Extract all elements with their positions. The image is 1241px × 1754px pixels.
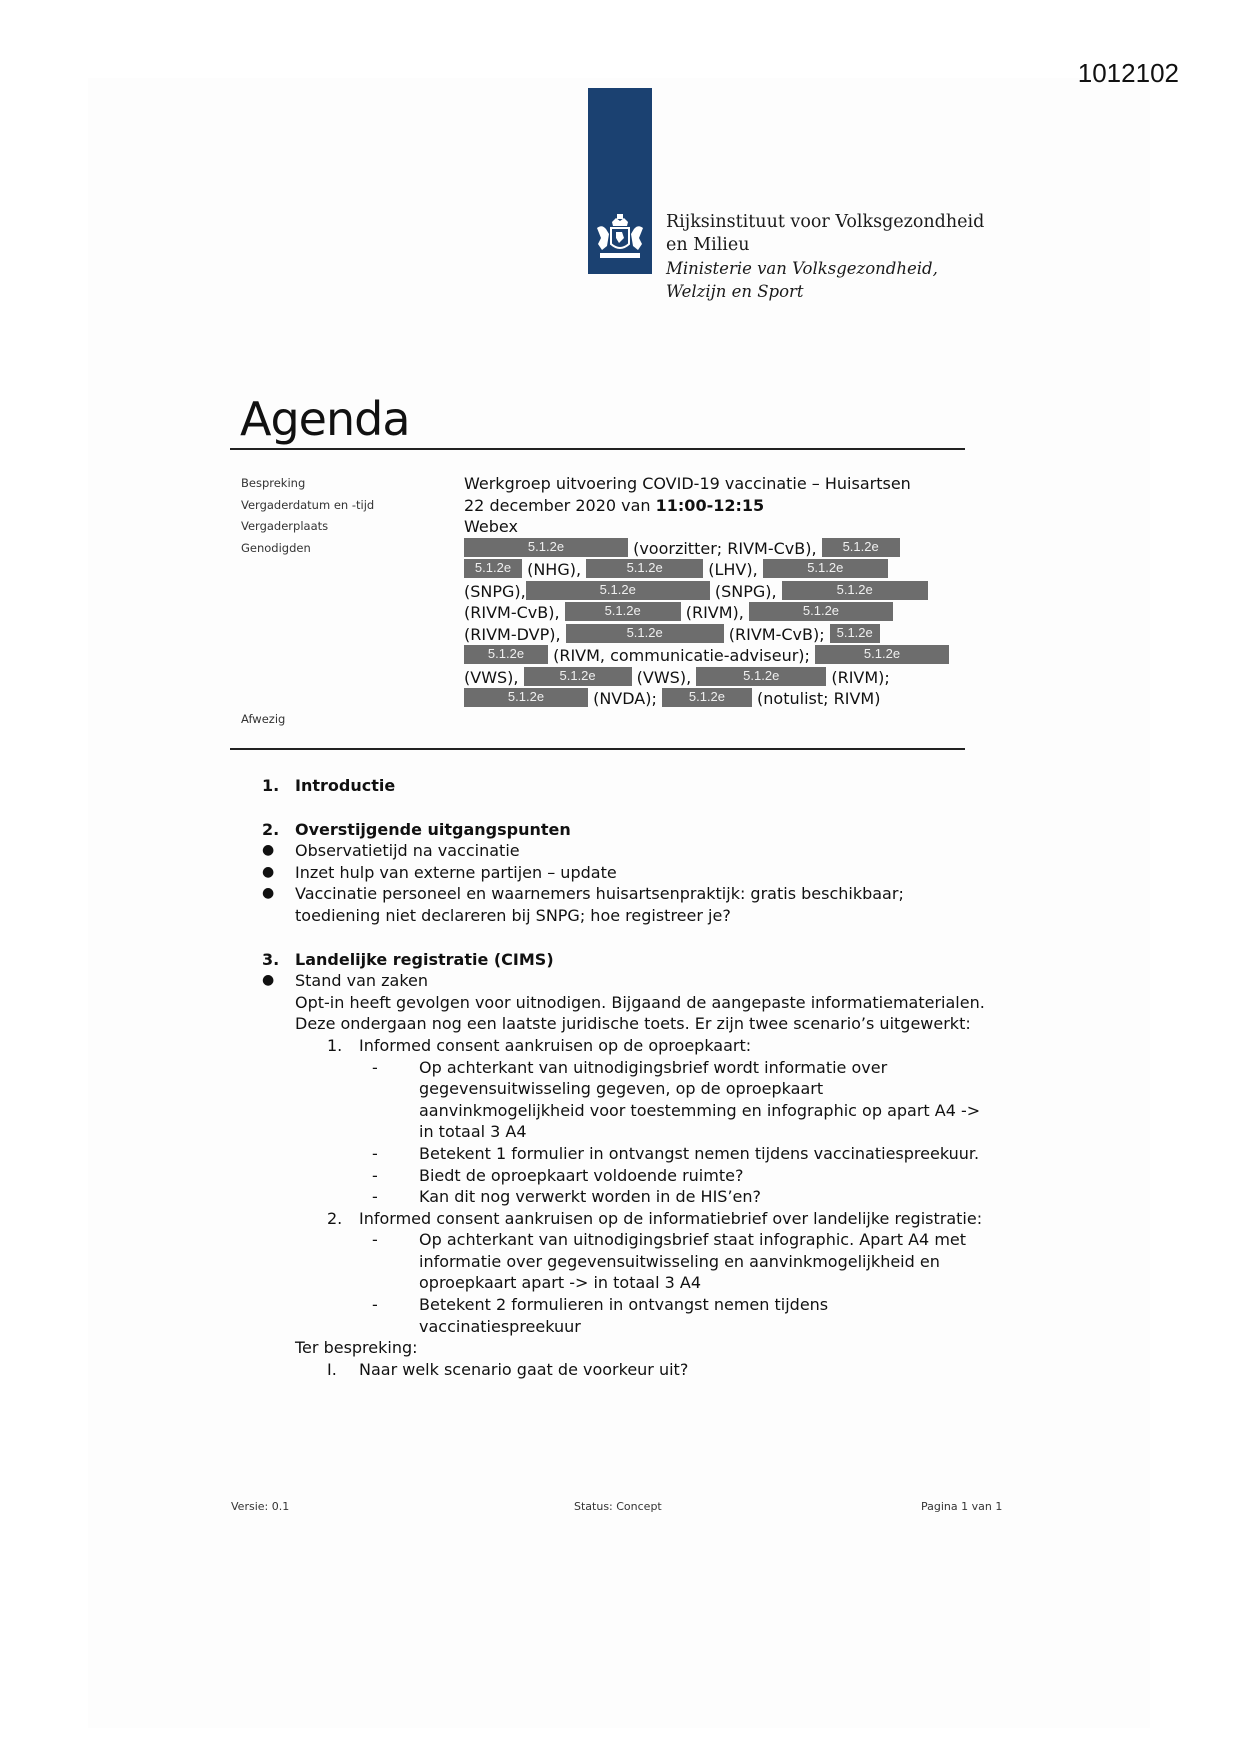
ministry-line-2: Welzijn en Sport [666,282,804,301]
meeting-datetime [464,495,984,517]
redaction-block: 5.1.2e [696,667,826,686]
ministry-line-1: Ministerie van Volksgezondheid, [666,259,938,278]
attendee-role: (NVDA); [588,689,662,708]
label-afwezig: Afwezig [241,712,286,726]
scenario-list [262,1035,992,1337]
rijksoverheid-logo-bar [588,88,652,274]
redaction-block: 5.1.2e [815,645,949,664]
attendee-role: (SNPG), [464,581,526,601]
scenario-title: Informed consent aankruisen op de oproepkaart: [359,1035,752,1055]
bullet-icon: ● [262,863,275,880]
scenario-number: 2. [327,1208,343,1228]
list-item [327,1057,992,1143]
redaction-block: 5.1.2e [822,538,900,557]
redaction-block: 5.1.2e [526,581,710,600]
list-item [327,1294,992,1337]
scenario-item [327,1035,992,1057]
redaction-block: 5.1.2e [763,559,888,578]
point-text: Kan dit nog verwerkt worden in de HIS’en? [419,1187,762,1207]
dash-icon: - [372,1143,378,1163]
section-title: Introductie [295,776,396,795]
label-plaats: Vergaderplaats [241,519,329,533]
redaction-block: 5.1.2e [464,559,522,578]
label-datum: Vergaderdatum en -tijd [241,497,375,512]
discussion-number: I. [327,1359,337,1379]
list-item [327,1165,992,1187]
attendee-role: (RIVM), [680,603,749,622]
scenario-number: 1. [327,1035,343,1055]
attendee-role: (notulist; RIVM) [751,689,881,708]
org-line-2: en Milieu [666,235,750,255]
footer-page: Pagina 1 van 1 [921,1500,1003,1513]
attendee-role: (NHG), [522,560,587,579]
attendee-role: (RIVM); [826,667,890,687]
redaction-block: 5.1.2e [662,688,752,707]
bullet-icon: ● [262,972,275,989]
section-registratie [262,949,992,1381]
section-title: Overstijgende uitgangspunten [295,819,571,839]
section-number: 2. [262,819,280,839]
list-item [327,1186,992,1208]
discussion-text: Naar welk scenario gaat de voorkeur uit? [359,1359,689,1379]
bullet-icon: ● [262,842,275,859]
section-uitgangspunten [262,819,992,927]
redaction-block: 5.1.2e [749,602,893,621]
label-genodigden: Genodigden [241,540,311,555]
dash-icon: - [372,1057,378,1077]
bullet-text: Observatietijd na vaccinatie [295,841,520,861]
attendee-role: (RIVM-CvB); [723,624,830,644]
redaction-block: 5.1.2e [464,688,588,707]
attendee-role: (VWS), [464,667,524,687]
document-number: 1012102 [1077,58,1179,88]
section-intro: Opt-in heeft gevolgen voor uitnodigen. Bijgaand de aangepaste informatiematerialen. Deze ondergaan nog een laatste juridische toets. Er zijn twee scenario’s uitgewerkt: [295,992,985,1034]
redaction-block: 5.1.2e [464,538,628,557]
dash-icon: - [372,1230,378,1250]
attendee-list [464,538,984,710]
dash-icon: - [372,1187,378,1207]
redaction-block: 5.1.2e [830,624,880,643]
title-divider [230,448,965,450]
section-introductie [262,775,992,797]
list-item [262,970,992,992]
scenario-title: Informed consent aankruisen op de informatiebrief over landelijke registratie: [359,1208,983,1228]
dash-icon: - [372,1165,378,1185]
coat-of-arms-icon [592,212,648,264]
footer-status: Status: Concept [574,1500,662,1513]
meta-divider [230,748,965,750]
list-item [327,1229,992,1294]
redaction-block: 5.1.2e [782,581,928,600]
organization-name [666,211,984,303]
bullet-text: Inzet hulp van externe partijen – update [295,862,617,882]
meta-labels [241,473,374,559]
dash-icon: - [372,1295,378,1315]
meeting-time: 11:00-12:15 [655,495,765,515]
section-number: 3. [262,949,280,969]
list-item [262,883,992,926]
discussion-label: Ter bespreking: [295,1338,418,1358]
redaction-block: 5.1.2e [566,624,724,643]
list-item [262,840,992,862]
scenario-item [327,1208,992,1230]
point-text: Op achterkant van uitnodigingsbrief wordt informatie over gegevensuitwisseling gegeven, op de oproepkaart aanvinkmogelijkheid voor toestemming en infographic op apart A4 -> in totaal 3 A4 [419,1057,981,1142]
section-title: Landelijke registratie (CIMS) [295,949,554,969]
meeting-date: 22 december 2020 van [464,495,656,515]
point-text: Betekent 2 formulieren in ontvangst nemen tijdens vaccinatiespreekuur [419,1295,829,1336]
redaction-block: 5.1.2e [464,645,548,664]
point-text: Op achterkant van uitnodigingsbrief staat infographic. Apart A4 met informatie over gegevensuitwisseling en aanvinkmogelijkheid en oproepkaart apart -> in totaal 3 A4 [419,1230,967,1293]
agenda-content [262,775,992,1402]
meta-values [464,473,984,710]
discussion-item [327,1359,992,1381]
point-text: Betekent 1 formulier in ontvangst nemen tijdens vaccinatiespreekuur. [419,1143,980,1163]
meeting-name: Werkgroep uitvoering COVID-19 vaccinatie – Huisartsen [464,474,911,493]
section-number: 1. [262,776,280,795]
footer-version: Versie: 0.1 [231,1500,290,1513]
point-text: Biedt de oproepkaart voldoende ruimte? [419,1165,744,1185]
redaction-block: 5.1.2e [524,667,632,686]
page-title: Agenda [240,392,410,446]
list-item [262,862,992,884]
label-bespreking: Bespreking [241,476,306,490]
redaction-block: 5.1.2e [565,602,681,621]
attendee-role: (voorzitter; RIVM-CvB), [628,538,822,558]
attendee-role: (LHV), [703,560,763,579]
bullet-icon: ● [262,885,275,902]
attendee-role: (VWS), [631,667,697,687]
bullet-text: Stand van zaken [295,971,428,991]
meeting-location: Webex [464,517,518,536]
bullet-text: Vaccinatie personeel en waarnemers huisartsenpraktijk: gratis beschikbaar; toediening niet declareren bij SNPG; hoe registreer je? [295,884,904,925]
org-line-1: Rijksinstituut voor Volksgezondheid [666,212,985,232]
attendee-role: (RIVM-CvB), [464,603,565,622]
redaction-block: 5.1.2e [586,559,703,578]
discussion-list [262,1359,992,1381]
attendee-role: (RIVM, communicatie-adviseur); [548,646,815,665]
list-item [327,1143,992,1165]
attendee-role: (RIVM-DVP), [464,624,566,644]
attendee-role: (SNPG), [709,581,782,601]
